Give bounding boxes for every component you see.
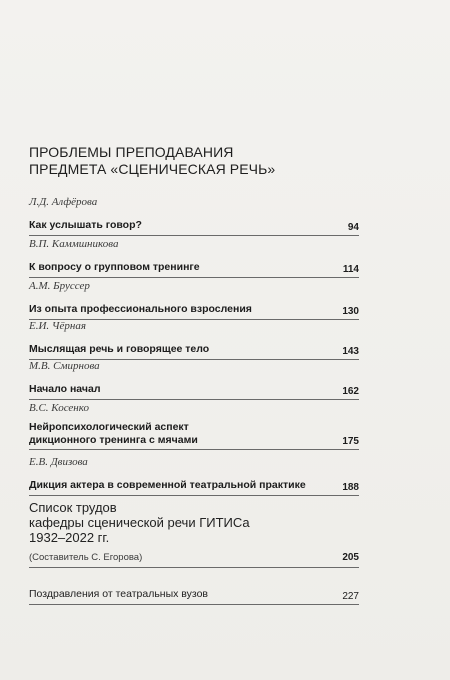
congrats-page-number: 227 — [342, 591, 359, 602]
entry-title-line1: Нейропсихологический аспект — [29, 421, 189, 433]
toc-entry — [29, 360, 359, 397]
entry-title — [29, 421, 359, 447]
entry-rule — [29, 277, 359, 278]
toc-entry — [29, 238, 359, 275]
entry-rule — [29, 495, 359, 496]
entry-page-number: 175 — [342, 436, 359, 447]
section-title — [29, 144, 275, 178]
congrats-entry — [29, 578, 359, 602]
entry-page-number: 162 — [342, 386, 359, 397]
works-list-entry[interactable] — [29, 500, 359, 565]
entry-rule — [29, 449, 359, 450]
entry-rule — [29, 399, 359, 400]
entry-rule — [29, 567, 359, 568]
section-title-line1: ПРОБЛЕМЫ ПРЕПОДАВАНИЯ — [29, 144, 234, 160]
entry-page-number: 143 — [342, 346, 359, 357]
entry-row[interactable] — [29, 339, 359, 357]
entry-row[interactable] — [29, 299, 359, 317]
entry-author: А.М. Бруссер — [29, 280, 90, 292]
entry-author: Е.В. Двизова — [29, 456, 88, 468]
entry-row[interactable] — [29, 257, 359, 275]
entry-page-number: 114 — [342, 264, 359, 275]
entry-row[interactable] — [29, 584, 359, 602]
works-list-line1: Список трудов — [29, 500, 117, 515]
entry-page-number: 188 — [342, 482, 359, 493]
entry-row[interactable] — [29, 379, 359, 397]
toc-entry — [29, 320, 359, 357]
toc-entry — [29, 196, 359, 233]
section-title-line2: ПРЕДМЕТА «СЦЕНИЧЕСКАЯ РЕЧЬ» — [29, 161, 276, 177]
toc-entry — [29, 402, 359, 447]
toc-entry — [29, 456, 359, 493]
entry-title: Дикция актера в современной театральной практике — [29, 479, 306, 491]
entry-page-number: 130 — [342, 306, 359, 317]
entry-title-line2: дикционного тренинга с мячами — [29, 434, 198, 446]
entry-title: Из опыта профессионального взросления — [29, 303, 252, 315]
works-list-compiler: (Составитель С. Егорова) — [29, 552, 143, 563]
entry-title: Как услышать говор? — [29, 219, 142, 231]
entry-author: Л.Д. Алфёрова — [29, 196, 98, 208]
entry-title: К вопросу о групповом тренинге — [29, 261, 200, 273]
congrats-title: Поздравления от театральных вузов — [29, 588, 209, 600]
entry-rule — [29, 235, 359, 236]
entry-author: Е.И. Чёрная — [29, 320, 86, 332]
entry-title: Начало начал — [29, 383, 101, 395]
entry-author: М.В. Смирнова — [29, 360, 100, 372]
entry-row[interactable] — [29, 475, 359, 493]
works-list-line3: 1932–2022 гг. — [29, 530, 110, 545]
entry-row — [29, 548, 359, 565]
toc-entry — [29, 280, 359, 317]
works-list-page-number: 205 — [342, 552, 359, 563]
entry-row[interactable] — [29, 215, 359, 233]
entry-rule — [29, 604, 359, 605]
entry-row[interactable] — [29, 421, 359, 447]
entry-title: Мыслящая речь и говорящее тело — [29, 343, 210, 355]
entry-author: В.П. Каммшникова — [29, 238, 119, 250]
works-list-line2: кафедры сценической речи ГИТИСа — [29, 515, 250, 530]
entry-page-number: 94 — [347, 222, 359, 233]
entry-author: В.С. Косенко — [29, 402, 89, 414]
